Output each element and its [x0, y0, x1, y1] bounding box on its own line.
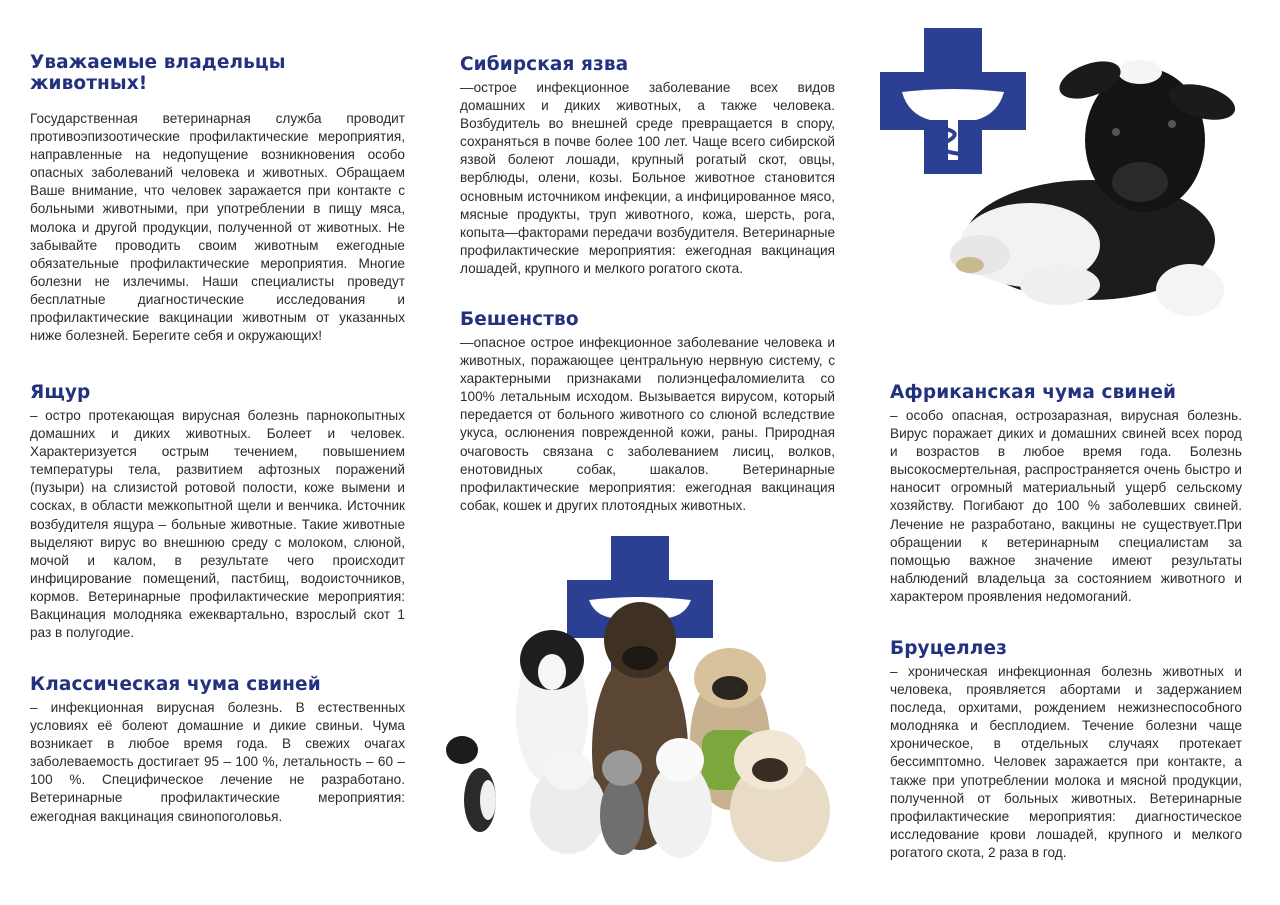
fmd-text: – остро протекающая вирусная болезнь парнокопытных домашних и диких животных. Болеет и человек. Характеризуется острым течением, повышением температуры тела, развитием афтозных поражений (пузыри) на слизистой ротовой полости, коже вымени и сосках, в области межкопытной щели и венчика. Источник возбудителя ящура – больные животные. Такие животные выделяют вирус во внешнюю среду с молоком, слюной, мочой и калом, в результате чего происходит инфицирование помещений, пастбищ, водоисточников, кормов. Ветеринарные профилактические мероприятия: Вакцинация молодняка ежеквартально, взрослый скот 1 раз в полугодие. — [30, 408, 405, 641]
anthrax-section — [460, 54, 835, 278]
rabies-section — [460, 309, 835, 515]
anthrax-title: Сибирская язва — [460, 54, 629, 75]
asf-title: Африканская чума свиней — [890, 382, 1177, 403]
fmd-title: Ящур — [30, 382, 91, 403]
csf-text: – инфекционная вирусная болезнь. В естественных условиях её болеют домашние и дикие свиньи. Чума возникает в любое время года. В свежих очагах заболеваемость достигает 95 – 100 %, летальность – 60 – 100 %. Специфическое лечение не разработано. Ветеринарные профилактические мероприятия: ежегодная вакцинация свинопоголовья. — [30, 700, 405, 824]
anthrax-text: —острое инфекционное заболевание всех видов домашних и диких животных, а также человека. Возбудитель во внешней среде превращается в спору, сохраняться в почве более 100 лет. Чаще всего сибирской язвой болеют лошади, крупный рогатый скот, овцы, верблюды, олени, козы. Больное животное становится основным источником инфекции, а инфицированное мясо, мясные продукты, труп животного, кожа, шерсть, рога, копыта—факторами передачи возбудителя. Ветеринарные профилактические мероприятия: ежегодная вакцинация лошадей, крупного и мелкого рогатого скота. — [460, 80, 835, 276]
csf-section — [30, 674, 405, 826]
brucellosis-section — [890, 638, 1242, 862]
rabies-title: Бешенство — [460, 309, 579, 330]
brucellosis-text: – хроническая инфекционная болезнь животных и человека, проявляется абортами и задержанием последа, орхитами, рождением нежизнеспособного молодняка и бесплодием. Течение болезни чаще хроническое, в отдельных случаях протекает бессимптомно. Человек заражается при контакте, а также при употреблении молока и мясной продукции, полученной от больных животных. Ветеринарные профилактические мероприятия: диагностическое исследование крови лошадей, крупного и мелкого рогатого скота, 2 раза в год. — [890, 664, 1242, 860]
calf-image — [940, 40, 1270, 330]
dogs-image — [440, 600, 850, 865]
csf-title: Классическая чума свиней — [30, 674, 321, 695]
fmd-section — [30, 382, 405, 642]
intro-title: Уважаемые владельцы животных! — [30, 52, 286, 94]
brucellosis-title: Бруцеллез — [890, 638, 1007, 659]
rabies-text: —опасное острое инфекционное заболевание человека и животных, поражающее центральную нервную систему, с характерными признаками полиэнцефаломиелита со 100% летальным исходом. Вызывается вирусом, который передается от больного животного со слюной вследствие укуса, ослюнения поврежденной кожи, раны. Природная очаговость связана с заболеванием лисиц, волков, енотовидных собак, шакалов. Ветеринарные профилактические мероприятия: ежегодная вакцинация собак, кошек и других плотоядных животных. — [460, 335, 835, 513]
intro-text: Государственная ветеринарная служба проводит противоэпизоотические профилактические мероприятия, направленные на недопущение возникновения особо опасных заболеваний человека и животных. Обращаем Ваше внимание, что человек заражается при контакте с больными животными, при употреблении в пищу мяса, молока и другой продукции, полученной от животных. Не забывайте проводить своим животным ежегодные обязательные профилактические мероприятия. Многие болезни не излечимы. Наши специалисты проведут бесплатные диагностические исследования и профилактические вакцинации животным от указанных ниже болезней. Берегите себя и окружающих! — [30, 111, 405, 344]
asf-section — [890, 382, 1242, 606]
asf-text: – особо опасная, острозаразная, вирусная болезнь. Вирус поражает диких и домашних свиней всех пород и возрастов в любое время года. Болезнь высокосмертельная, распространяется очень быстро и наносит огромный материальный ущерб сельскому хозяйству. Погибают до 100 % заболевших свиней. Лечение не разработано, вакцины не существует.При обращении к ветеринарным специалистам за помощью важное значение имеют результаты наблюдений владельца за состоянием животного и характером проявления недомоганий. — [890, 408, 1242, 604]
intro-section — [30, 52, 405, 345]
